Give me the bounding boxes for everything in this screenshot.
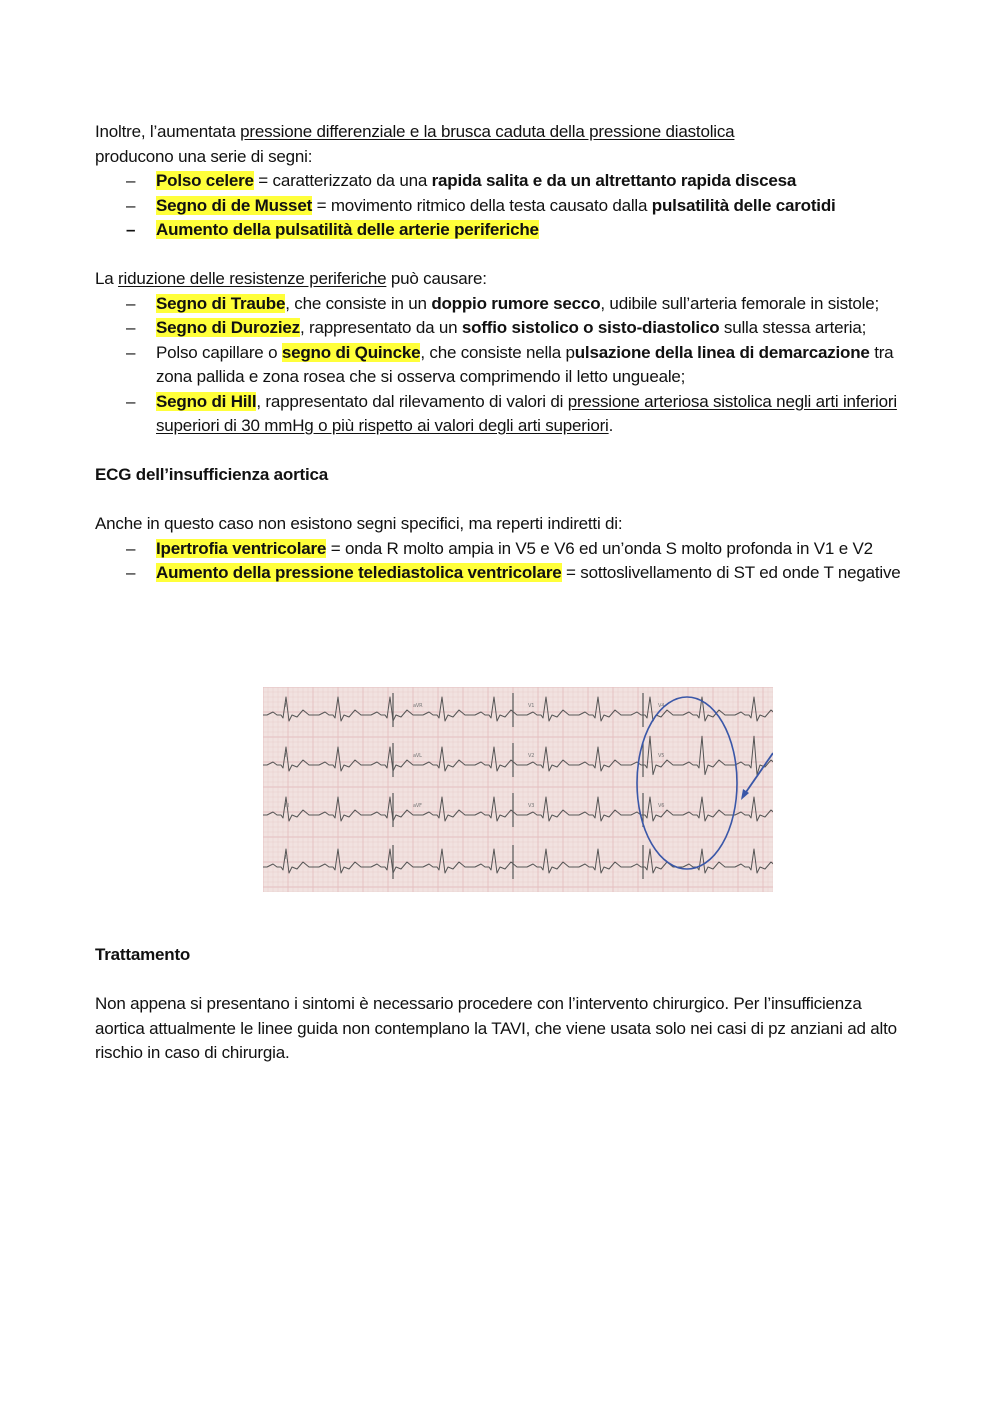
list-item: – Polso celere = caratterizzato da una rapida salita e da un altrettanto rapida discesa bbox=[95, 169, 910, 194]
ecg-intro: Anche in questo caso non esistono segni specifici, ma reperti indiretti di: bbox=[95, 514, 623, 533]
list-item: – Segno di Traube, che consiste in un doppio rumore secco, udibile sull’arteria femorale in sistole; bbox=[95, 292, 910, 317]
list-item: – Polso capillare o segno di Quincke, che consiste nella pulsazione della linea di demarcazione tra zona pallida e zona rosea che si osserva comprimendo il letto ungueale; bbox=[126, 342, 894, 386]
treatment-heading: Trattamento bbox=[95, 945, 191, 964]
bullet-dash: – bbox=[126, 563, 136, 582]
treatment-text: Non appena si presentano i sintomi è necessario procedere con l’intervento chirurgico. Per l’insufficienza aortica attualmente le linee guida non contemplano la TAVI, che viene usata solo nei casi di pz anziani ad alto rischio in caso di chirurgia. bbox=[95, 994, 897, 1062]
list-item: – Segno di Duroziez, rappresentato da un soffio sistolico o sisto-diastolico sulla stessa arteria; bbox=[95, 316, 910, 341]
underlined-phrase: pressione differenziale e la brusca caduta della pressione diastolica bbox=[240, 122, 735, 141]
bullet-dash: – bbox=[126, 171, 136, 190]
intro-paragraph: Inoltre, l’aumentata pressione differenziale e la brusca caduta della pressione diastolica bbox=[95, 122, 735, 141]
list-item: – Segno di Hill, rappresentato dal rilevamento di valori di pressione arteriosa sistolica negli arti inferiori superiori di 30 mmHg o più rispetto ai valori degli arti superiori. bbox=[126, 391, 897, 435]
intro-paragraph-cont: producono una serie di segni: bbox=[95, 146, 313, 166]
ecg-lead-label: aVF bbox=[413, 803, 422, 809]
ecg-list bbox=[95, 537, 910, 586]
treatment-section bbox=[95, 943, 910, 1066]
list-item: – Segno di de Musset = movimento ritmico della testa causato dalla pulsatilità delle carotidi bbox=[95, 194, 910, 219]
ecg-lead-label: V1 bbox=[528, 703, 535, 709]
bullet-dash: – bbox=[126, 293, 136, 313]
bullet-dash: – bbox=[126, 195, 136, 215]
bullet-dash: – bbox=[126, 318, 136, 337]
bullet-dash: – bbox=[126, 220, 136, 239]
highlight: segno di Quincke bbox=[281, 342, 421, 362]
highlight: Polso celere bbox=[156, 171, 254, 190]
ecg-lead-label: V3 bbox=[528, 803, 535, 809]
ecg-lead-label: II bbox=[285, 753, 288, 759]
bullet-dash: – bbox=[126, 538, 136, 558]
signs-list bbox=[95, 169, 910, 243]
ecg-strip bbox=[263, 687, 773, 892]
list-item bbox=[95, 218, 910, 243]
ecg-heading: ECG dell’insufficienza aortica bbox=[95, 465, 329, 484]
ecg-lead-label: V6 bbox=[658, 803, 665, 809]
resistance-list bbox=[95, 292, 910, 439]
ecg-lead-label: V5 bbox=[658, 753, 665, 759]
bullet-dash: – bbox=[126, 391, 136, 411]
document-page bbox=[95, 120, 910, 586]
highlight: Aumento della pulsatilità delle arterie periferiche bbox=[156, 220, 539, 239]
highlight: Segno di de Musset bbox=[156, 195, 313, 215]
ecg-lead-label: aVL bbox=[413, 753, 422, 759]
ecg-image bbox=[263, 687, 773, 892]
list-item: – Aumento della pressione telediastolica ventricolare = sottoslivellamento di ST ed onde T negative bbox=[95, 561, 910, 586]
list-item: – Ipertrofia ventricolare = onda R molto ampia in V5 e V6 ed un’onda S molto profonda in V1 e V2 bbox=[95, 537, 910, 562]
ecg-lead-label: V4 bbox=[658, 703, 665, 709]
ecg-lead-label: III bbox=[285, 803, 289, 809]
ecg-lead-label: I bbox=[285, 703, 287, 709]
highlight: Segno di Hill bbox=[156, 391, 257, 411]
highlight: Aumento della pressione telediastolica ventricolare bbox=[156, 563, 562, 582]
bullet-dash: – bbox=[126, 342, 136, 362]
ecg-lead-label: V2 bbox=[528, 753, 535, 759]
highlight: Segno di Traube bbox=[156, 293, 286, 313]
ecg-lead-label: II bbox=[285, 855, 288, 861]
underlined-phrase: riduzione delle resistenze periferiche bbox=[118, 269, 387, 288]
ecg-lead-label: aVR bbox=[413, 703, 423, 709]
highlight: Segno di Duroziez bbox=[156, 318, 300, 337]
highlight: Ipertrofia ventricolare bbox=[156, 538, 327, 558]
underlined-phrase: pressione arteriosa sistolica negli arti inferiori superiori di 30 mmHg o più rispetto ai valori degli arti superiori bbox=[156, 391, 897, 435]
resistance-paragraph: La riduzione delle resistenze periferiche può causare: bbox=[95, 269, 487, 288]
